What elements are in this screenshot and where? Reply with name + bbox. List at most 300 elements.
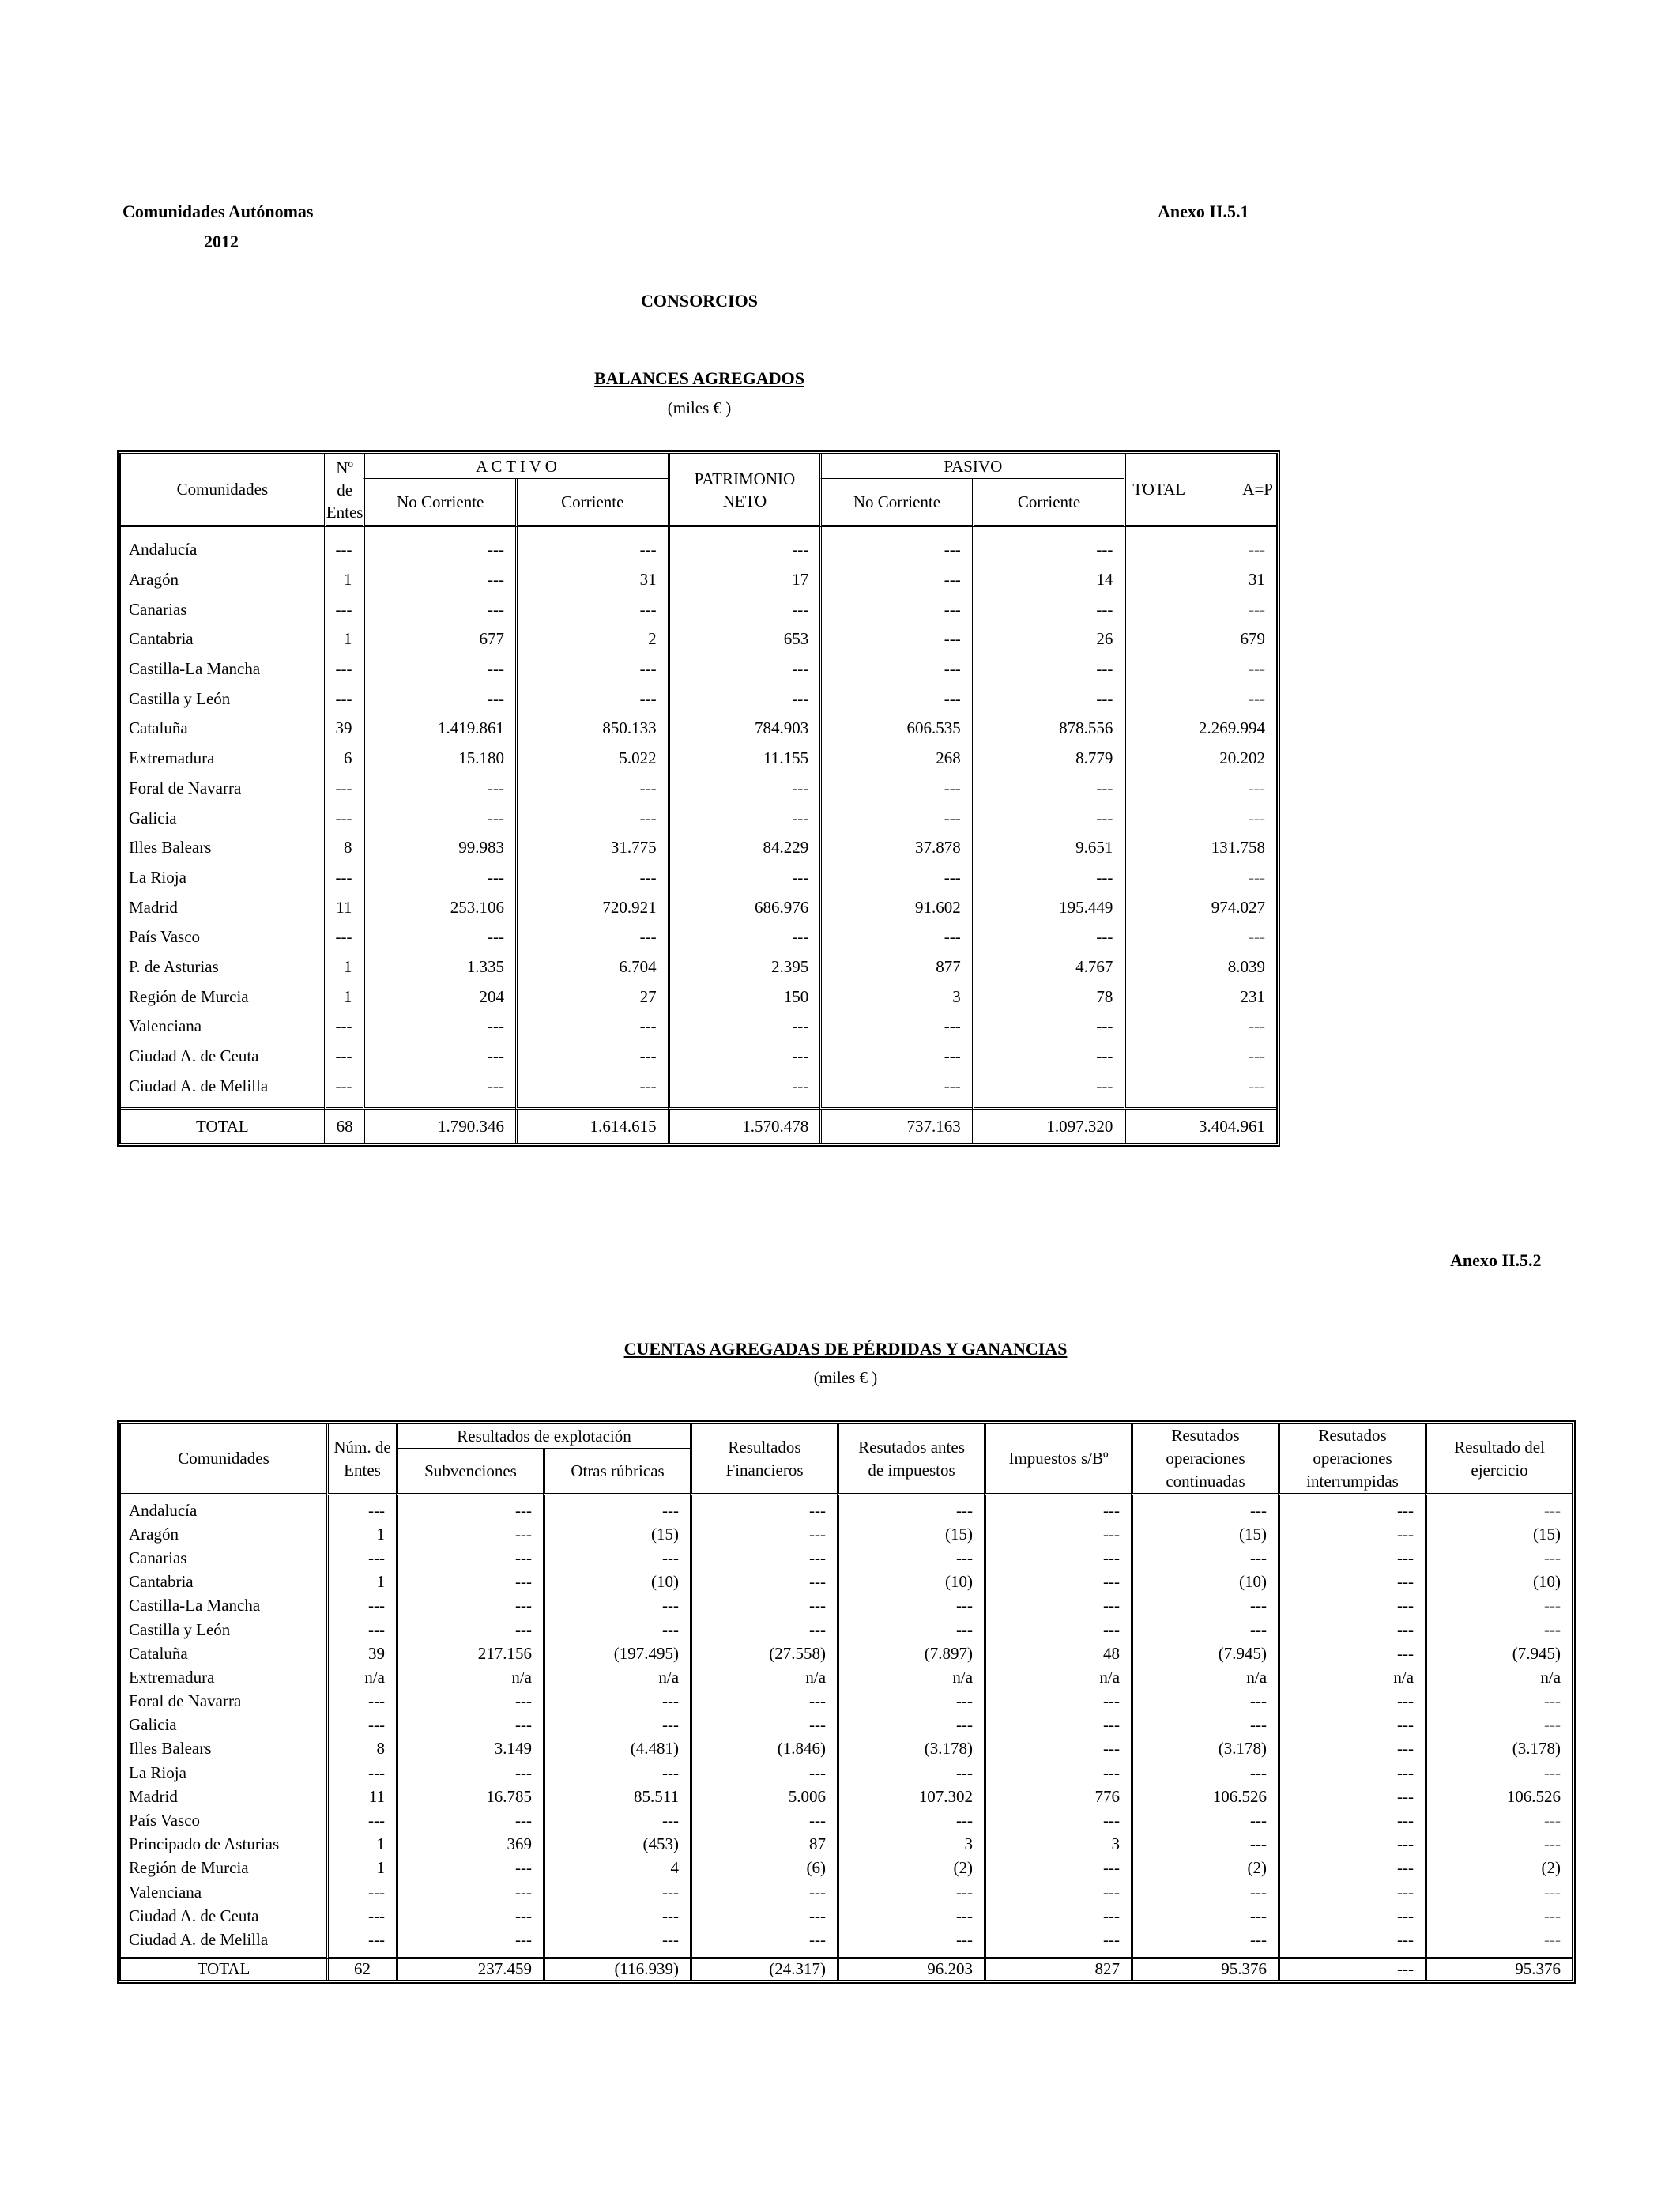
cell-entes: --- bbox=[326, 1880, 396, 1904]
row-label: Aragón bbox=[129, 570, 179, 590]
table-row bbox=[121, 594, 1276, 624]
cell-entes: --- bbox=[324, 1071, 363, 1101]
cell-value: (2) bbox=[837, 1857, 984, 1880]
cell-value: n/a bbox=[543, 1665, 690, 1689]
cell-value: 720.921 bbox=[515, 892, 668, 922]
cell-value: 9.651 bbox=[972, 833, 1124, 863]
cell-entes: --- bbox=[326, 1498, 396, 1522]
cell-value: --- bbox=[690, 1690, 837, 1713]
cell-value: --- bbox=[396, 1594, 543, 1618]
cell-value: --- bbox=[819, 803, 972, 833]
cell-value: --- bbox=[515, 1071, 668, 1101]
cell-value: --- bbox=[1124, 1012, 1276, 1042]
cell-value: 78 bbox=[972, 982, 1124, 1012]
cell-value: 1.419.861 bbox=[363, 714, 515, 744]
cell-entes: --- bbox=[324, 863, 363, 893]
col-num-entes: Núm. de Entes bbox=[326, 1424, 396, 1495]
cell-value: --- bbox=[396, 1808, 543, 1832]
col-activo-no-corriente: No Corriente bbox=[363, 479, 515, 527]
header-entity: Comunidades Autónomas bbox=[122, 202, 314, 221]
table2-title: CUENTAS AGREGADAS DE PÉRDIDAS Y GANANCIAS bbox=[623, 1339, 1068, 1359]
cell-value: n/a bbox=[1425, 1665, 1572, 1689]
table-row bbox=[121, 714, 1276, 744]
cell-value: --- bbox=[1124, 654, 1276, 684]
total-row bbox=[121, 1110, 1276, 1143]
total-value: 95.376 bbox=[1425, 1959, 1572, 1980]
cell-value: --- bbox=[1131, 1546, 1278, 1570]
row-label: Cataluña bbox=[129, 718, 188, 738]
cell-value: 1.335 bbox=[363, 952, 515, 982]
total-label: TOTAL bbox=[1132, 480, 1186, 499]
cell-value: 8.779 bbox=[972, 744, 1124, 774]
cell-value: 231 bbox=[1124, 982, 1276, 1012]
cell-value: (197.495) bbox=[543, 1642, 690, 1665]
cell-value: 686.976 bbox=[668, 892, 820, 922]
total-label: TOTAL bbox=[197, 1959, 250, 1979]
cell-value: --- bbox=[1425, 1808, 1572, 1832]
cell-value: (453) bbox=[543, 1833, 690, 1857]
cell-value: (7.945) bbox=[1131, 1642, 1278, 1665]
cell-value: --- bbox=[1278, 1570, 1425, 1594]
cell-value: --- bbox=[972, 1012, 1124, 1042]
balance-table bbox=[117, 450, 1280, 1147]
row-label: Castilla-La Mancha bbox=[129, 659, 261, 679]
cell-entes: --- bbox=[326, 1618, 396, 1642]
table-row bbox=[121, 1904, 1572, 1928]
cell-entes: --- bbox=[324, 535, 363, 565]
cell-value: --- bbox=[984, 1690, 1131, 1713]
cell-value: --- bbox=[837, 1618, 984, 1642]
cell-value: --- bbox=[837, 1808, 984, 1832]
cell-value: --- bbox=[819, 535, 972, 565]
cell-value: --- bbox=[543, 1594, 690, 1618]
table-row bbox=[121, 624, 1276, 654]
cell-value: (15) bbox=[543, 1522, 690, 1546]
cell-value: --- bbox=[668, 1042, 820, 1072]
cell-value: --- bbox=[543, 1904, 690, 1928]
cell-value: 5.022 bbox=[515, 744, 668, 774]
table-row bbox=[121, 1594, 1572, 1618]
total-entes: 62 bbox=[326, 1959, 396, 1980]
cell-value: --- bbox=[1278, 1713, 1425, 1737]
cell-value: --- bbox=[1131, 1928, 1278, 1951]
cell-value: --- bbox=[690, 1570, 837, 1594]
row-label: Valenciana bbox=[129, 1882, 202, 1902]
cell-value: --- bbox=[1124, 684, 1276, 714]
cell-value: --- bbox=[1278, 1546, 1425, 1570]
cell-value: --- bbox=[363, 565, 515, 595]
cell-value: --- bbox=[543, 1880, 690, 1904]
cell-value: --- bbox=[837, 1546, 984, 1570]
cell-value: --- bbox=[972, 594, 1124, 624]
table-row bbox=[121, 1857, 1572, 1880]
cell-entes: --- bbox=[324, 654, 363, 684]
cell-value: --- bbox=[819, 1012, 972, 1042]
row-label: Canarias bbox=[129, 599, 187, 619]
cell-value: --- bbox=[515, 594, 668, 624]
cell-value: 4.767 bbox=[972, 952, 1124, 982]
cell-value: 253.106 bbox=[363, 892, 515, 922]
table-row bbox=[121, 1713, 1572, 1737]
row-label: Madrid bbox=[129, 1786, 178, 1806]
row-label: Foral de Navarra bbox=[129, 778, 242, 797]
cell-value: 17 bbox=[668, 565, 820, 595]
row-label: Galicia bbox=[129, 1715, 177, 1735]
row-label: Madrid bbox=[129, 897, 178, 917]
cell-entes: 1 bbox=[326, 1570, 396, 1594]
cell-value: --- bbox=[819, 684, 972, 714]
cell-value: 204 bbox=[363, 982, 515, 1012]
cell-value: --- bbox=[984, 1594, 1131, 1618]
ap-label: A=P bbox=[1242, 480, 1273, 499]
cell-value: (3.178) bbox=[1131, 1737, 1278, 1761]
cell-value: 2 bbox=[515, 624, 668, 654]
col-resultado-ejercicio: Resultado del ejercicio bbox=[1425, 1424, 1572, 1495]
cell-value: 3.149 bbox=[396, 1737, 543, 1761]
cell-value: --- bbox=[515, 654, 668, 684]
total-value: (24.317) bbox=[690, 1959, 837, 1980]
cell-value: --- bbox=[984, 1618, 1131, 1642]
cell-value: --- bbox=[363, 863, 515, 893]
cell-value: --- bbox=[515, 1012, 668, 1042]
col-impuestos: Impuestos s/Bº bbox=[984, 1424, 1131, 1495]
cell-entes: --- bbox=[326, 1928, 396, 1951]
cell-value: --- bbox=[396, 1928, 543, 1951]
table-row bbox=[121, 565, 1276, 595]
cell-value: --- bbox=[363, 922, 515, 952]
cell-value: --- bbox=[819, 565, 972, 595]
cell-value: --- bbox=[1278, 1808, 1425, 1832]
col-interrumpidas: Resutados operaciones interrumpidas bbox=[1278, 1424, 1425, 1495]
cell-value: --- bbox=[972, 1071, 1124, 1101]
cell-value: 15.180 bbox=[363, 744, 515, 774]
row-label: Ciudad A. de Melilla bbox=[129, 1929, 269, 1949]
cell-value: 31 bbox=[1124, 565, 1276, 595]
cell-value: --- bbox=[543, 1928, 690, 1951]
cell-value: --- bbox=[668, 922, 820, 952]
row-label: Principado de Asturias bbox=[129, 1834, 280, 1854]
cell-value: --- bbox=[1425, 1928, 1572, 1951]
cell-entes: --- bbox=[326, 1546, 396, 1570]
cell-value: --- bbox=[1124, 594, 1276, 624]
row-label: Extremadura bbox=[129, 748, 215, 768]
cell-value: (15) bbox=[1425, 1522, 1572, 1546]
col-continuadas: Resutados operaciones continuadas bbox=[1131, 1424, 1278, 1495]
cell-value: --- bbox=[396, 1570, 543, 1594]
row-label: Illes Balears bbox=[129, 838, 212, 858]
cell-value: --- bbox=[972, 774, 1124, 804]
table1-title: BALANCES AGREGADOS bbox=[594, 368, 804, 388]
cell-entes: 39 bbox=[326, 1642, 396, 1665]
cell-value: --- bbox=[1131, 1713, 1278, 1737]
cell-value: --- bbox=[543, 1761, 690, 1785]
row-label: País Vasco bbox=[129, 927, 201, 947]
cell-value: --- bbox=[972, 1042, 1124, 1072]
cell-value: --- bbox=[1124, 774, 1276, 804]
row-label: Aragón bbox=[129, 1524, 179, 1544]
col-activo-corriente: Corriente bbox=[515, 479, 668, 527]
row-label: P. de Asturias bbox=[129, 956, 219, 976]
cell-value: --- bbox=[363, 654, 515, 684]
col-patrimonio-neto: PATRIMONIO NETO bbox=[668, 454, 820, 527]
cell-value: --- bbox=[515, 922, 668, 952]
row-label: Castilla y León bbox=[129, 1619, 231, 1639]
cell-value: --- bbox=[1124, 863, 1276, 893]
cell-value: --- bbox=[1425, 1880, 1572, 1904]
cell-value: --- bbox=[363, 1012, 515, 1042]
table-row bbox=[121, 1042, 1276, 1072]
total-value: (116.939) bbox=[543, 1959, 690, 1980]
cell-value: --- bbox=[1278, 1618, 1425, 1642]
cell-value: --- bbox=[1131, 1808, 1278, 1832]
cell-entes: 11 bbox=[324, 892, 363, 922]
cell-entes: 6 bbox=[324, 744, 363, 774]
total-value: 1.790.346 bbox=[363, 1110, 515, 1143]
cell-value: --- bbox=[819, 624, 972, 654]
cell-value: 606.535 bbox=[819, 714, 972, 744]
cell-value: --- bbox=[1425, 1713, 1572, 1737]
cell-value: 784.903 bbox=[668, 714, 820, 744]
cell-value: --- bbox=[396, 1761, 543, 1785]
cell-value: --- bbox=[1131, 1761, 1278, 1785]
cell-entes: 1 bbox=[326, 1522, 396, 1546]
cell-value: --- bbox=[972, 922, 1124, 952]
row-label: País Vasco bbox=[129, 1811, 201, 1830]
section-title: CONSORCIOS bbox=[641, 291, 758, 311]
cell-value: 14 bbox=[972, 565, 1124, 595]
row-label: Extremadura bbox=[129, 1667, 215, 1687]
cell-value: --- bbox=[984, 1570, 1131, 1594]
row-label: La Rioja bbox=[129, 867, 186, 887]
cell-value: --- bbox=[984, 1737, 1131, 1761]
cell-value: 31 bbox=[515, 565, 668, 595]
total-label: TOTAL bbox=[196, 1116, 249, 1136]
table-row bbox=[121, 684, 1276, 714]
cell-value: (15) bbox=[1131, 1522, 1278, 1546]
cell-value: --- bbox=[1124, 1071, 1276, 1101]
cell-value: --- bbox=[1131, 1594, 1278, 1618]
cell-entes: --- bbox=[326, 1808, 396, 1832]
cell-value: 26 bbox=[972, 624, 1124, 654]
cell-value: 84.229 bbox=[668, 833, 820, 863]
cell-value: --- bbox=[690, 1522, 837, 1546]
cell-value: --- bbox=[668, 803, 820, 833]
cell-value: (3.178) bbox=[1425, 1737, 1572, 1761]
cell-value: --- bbox=[984, 1522, 1131, 1546]
row-label: Cataluña bbox=[129, 1643, 188, 1663]
table-row bbox=[121, 982, 1276, 1012]
cell-value: --- bbox=[984, 1928, 1131, 1951]
cell-value: --- bbox=[984, 1904, 1131, 1928]
cell-value: 878.556 bbox=[972, 714, 1124, 744]
cell-value: 8.039 bbox=[1124, 952, 1276, 982]
cell-value: --- bbox=[1425, 1761, 1572, 1785]
cell-value: --- bbox=[1278, 1785, 1425, 1808]
cell-value: 91.602 bbox=[819, 892, 972, 922]
cell-entes: --- bbox=[324, 774, 363, 804]
cell-value: 106.526 bbox=[1131, 1785, 1278, 1808]
table-row bbox=[121, 952, 1276, 982]
cell-value: (6) bbox=[690, 1857, 837, 1880]
cell-value: 2.269.994 bbox=[1124, 714, 1276, 744]
cell-value: --- bbox=[1124, 803, 1276, 833]
cell-value: --- bbox=[690, 1808, 837, 1832]
annex-label-2: Anexo II.5.2 bbox=[1450, 1250, 1542, 1270]
cell-value: --- bbox=[1425, 1690, 1572, 1713]
table-row bbox=[121, 744, 1276, 774]
cell-value: --- bbox=[668, 1071, 820, 1101]
cell-entes: 1 bbox=[324, 565, 363, 595]
cell-value: 27 bbox=[515, 982, 668, 1012]
cell-value: --- bbox=[363, 594, 515, 624]
cell-value: 653 bbox=[668, 624, 820, 654]
cell-value: 106.526 bbox=[1425, 1785, 1572, 1808]
cell-value: --- bbox=[690, 1713, 837, 1737]
cell-value: (15) bbox=[837, 1522, 984, 1546]
cell-entes: n/a bbox=[326, 1665, 396, 1689]
cell-value: --- bbox=[396, 1880, 543, 1904]
col-antes-impuestos: Resutados antes de impuestos bbox=[837, 1424, 984, 1495]
cell-value: 3 bbox=[984, 1833, 1131, 1857]
cell-value: 679 bbox=[1124, 624, 1276, 654]
cell-value: --- bbox=[1278, 1498, 1425, 1522]
table-row bbox=[121, 1880, 1572, 1904]
cell-value: --- bbox=[1425, 1833, 1572, 1857]
cell-value: 87 bbox=[690, 1833, 837, 1857]
cell-entes: --- bbox=[324, 594, 363, 624]
cell-value: 99.983 bbox=[363, 833, 515, 863]
total-row bbox=[121, 1959, 1572, 1980]
cell-value: --- bbox=[396, 1522, 543, 1546]
cell-value: 369 bbox=[396, 1833, 543, 1857]
cell-value: --- bbox=[668, 684, 820, 714]
cell-value: --- bbox=[668, 1012, 820, 1042]
cell-value: --- bbox=[396, 1690, 543, 1713]
cell-value: 5.006 bbox=[690, 1785, 837, 1808]
table2-unit: (miles € ) bbox=[813, 1368, 878, 1387]
cell-value: 268 bbox=[819, 744, 972, 774]
cell-value: --- bbox=[668, 654, 820, 684]
cell-value: 974.027 bbox=[1124, 892, 1276, 922]
cell-value: n/a bbox=[1278, 1665, 1425, 1689]
cell-value: 6.704 bbox=[515, 952, 668, 982]
col-pasivo-no-corriente: No Corriente bbox=[819, 479, 972, 527]
cell-entes: 1 bbox=[326, 1857, 396, 1880]
cell-value: (2) bbox=[1425, 1857, 1572, 1880]
cell-value: (7.945) bbox=[1425, 1642, 1572, 1665]
cell-value: --- bbox=[1425, 1618, 1572, 1642]
row-label: Región de Murcia bbox=[129, 986, 249, 1006]
cell-value: --- bbox=[1124, 1042, 1276, 1072]
cell-value: 16.785 bbox=[396, 1785, 543, 1808]
total-value: 96.203 bbox=[837, 1959, 984, 1980]
cell-value: --- bbox=[819, 654, 972, 684]
cell-value: --- bbox=[819, 1042, 972, 1072]
cell-value: --- bbox=[1278, 1594, 1425, 1618]
cell-value: 31.775 bbox=[515, 833, 668, 863]
cell-value: --- bbox=[1425, 1594, 1572, 1618]
group-activo: A C T I V O bbox=[363, 454, 667, 479]
cell-value: --- bbox=[819, 1071, 972, 1101]
cell-value: --- bbox=[972, 535, 1124, 565]
cell-value: --- bbox=[819, 922, 972, 952]
balance-table-body bbox=[121, 527, 1276, 1143]
cell-value: --- bbox=[837, 1498, 984, 1522]
table-row bbox=[121, 1690, 1572, 1713]
cell-value: --- bbox=[837, 1690, 984, 1713]
cell-value: --- bbox=[984, 1546, 1131, 1570]
table-row bbox=[121, 774, 1276, 804]
cell-value: --- bbox=[1124, 535, 1276, 565]
cell-value: 2.395 bbox=[668, 952, 820, 982]
cell-value: --- bbox=[363, 684, 515, 714]
cell-entes: 1 bbox=[324, 982, 363, 1012]
cell-value: 4 bbox=[543, 1857, 690, 1880]
cell-value: --- bbox=[690, 1546, 837, 1570]
row-label: Cantabria bbox=[129, 1572, 194, 1592]
table-row bbox=[121, 1642, 1572, 1665]
row-label: Andalucía bbox=[129, 1500, 198, 1520]
cell-value: --- bbox=[396, 1618, 543, 1642]
table-row bbox=[121, 1761, 1572, 1785]
cell-value: 850.133 bbox=[515, 714, 668, 744]
cell-value: n/a bbox=[396, 1665, 543, 1689]
table-row bbox=[121, 1737, 1572, 1761]
row-label: Foral de Navarra bbox=[129, 1691, 242, 1711]
cell-entes: --- bbox=[326, 1713, 396, 1737]
cell-value: --- bbox=[363, 1071, 515, 1101]
cell-value: --- bbox=[972, 863, 1124, 893]
col-comunidades-2: Comunidades bbox=[121, 1424, 326, 1495]
cell-value: --- bbox=[837, 1904, 984, 1928]
cell-value: --- bbox=[1131, 1833, 1278, 1857]
cell-value: (2) bbox=[1131, 1857, 1278, 1880]
table-row bbox=[121, 922, 1276, 952]
cell-value: --- bbox=[690, 1880, 837, 1904]
cell-value: --- bbox=[515, 684, 668, 714]
total-value: 3.404.961 bbox=[1124, 1110, 1276, 1143]
row-label: Valenciana bbox=[129, 1016, 202, 1036]
cell-value: --- bbox=[396, 1857, 543, 1880]
cell-value: --- bbox=[668, 594, 820, 624]
cell-value: --- bbox=[690, 1594, 837, 1618]
table-row bbox=[121, 654, 1276, 684]
row-label: Illes Balears bbox=[129, 1739, 212, 1759]
cell-value: --- bbox=[1278, 1761, 1425, 1785]
cell-value: --- bbox=[837, 1594, 984, 1618]
cell-value: --- bbox=[543, 1713, 690, 1737]
cell-value: --- bbox=[515, 774, 668, 804]
col-financieros: Resultados Financieros bbox=[690, 1424, 837, 1495]
table-row bbox=[121, 535, 1276, 565]
cell-value: --- bbox=[1278, 1642, 1425, 1665]
cell-value: --- bbox=[690, 1761, 837, 1785]
cell-value: n/a bbox=[690, 1665, 837, 1689]
cell-value: (1.846) bbox=[690, 1737, 837, 1761]
cell-value: --- bbox=[690, 1904, 837, 1928]
cell-value: 776 bbox=[984, 1785, 1131, 1808]
row-label: Castilla-La Mancha bbox=[129, 1596, 261, 1615]
row-label: Canarias bbox=[129, 1547, 187, 1567]
cell-value: --- bbox=[1131, 1690, 1278, 1713]
cell-value: n/a bbox=[1131, 1665, 1278, 1689]
row-label: Ciudad A. de Ceuta bbox=[129, 1906, 259, 1925]
table-row bbox=[121, 1928, 1572, 1951]
cell-value: (10) bbox=[837, 1570, 984, 1594]
cell-value: n/a bbox=[837, 1665, 984, 1689]
cell-value: 150 bbox=[668, 982, 820, 1012]
row-label: Ciudad A. de Ceuta bbox=[129, 1046, 259, 1066]
